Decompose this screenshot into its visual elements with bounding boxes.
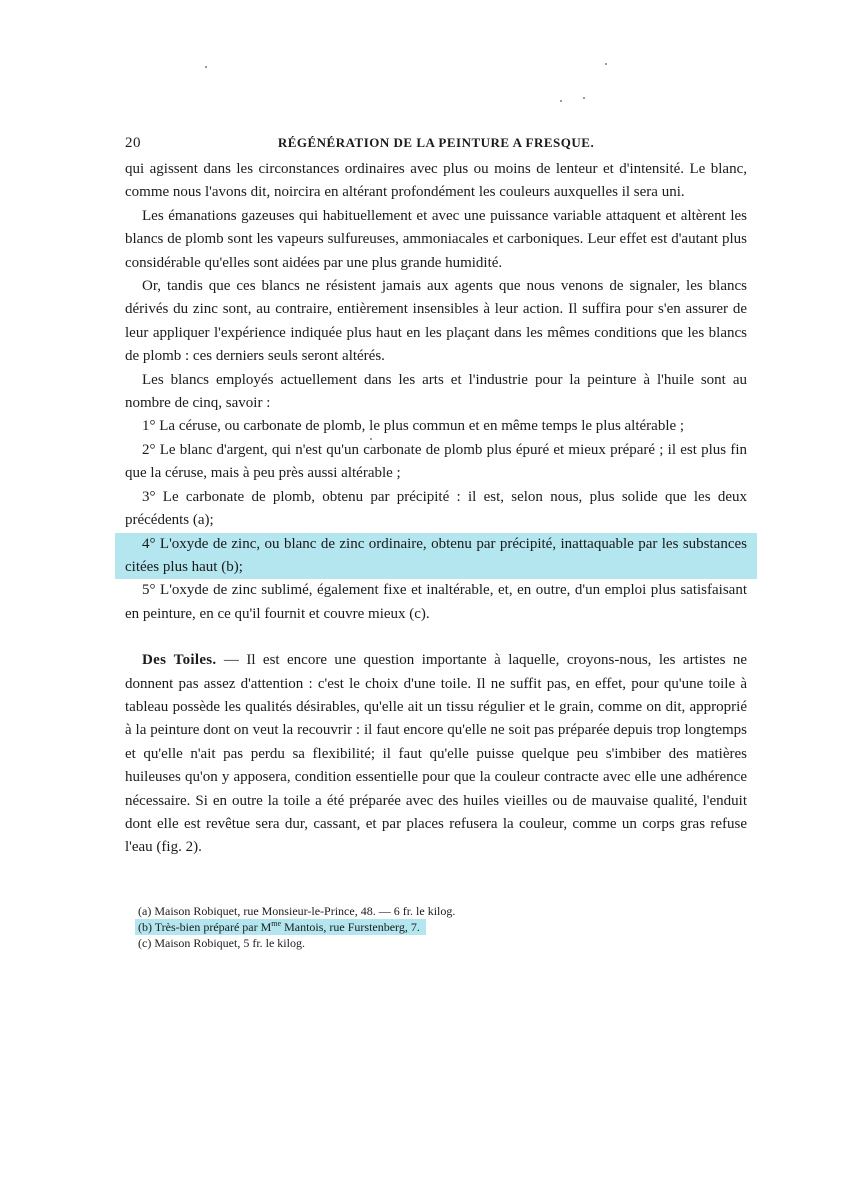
page-number: 20	[125, 135, 141, 151]
running-title: RÉGÉNÉRATION DE LA PEINTURE A FRESQUE.	[277, 135, 595, 150]
footnote-a: (a) Maison Robiquet, rue Monsieur-le-Prince, 48. — 6 fr. le kilog.	[138, 904, 456, 918]
paper-speck	[205, 66, 207, 68]
highlighted-list-item: 4° L'oxyde de zinc, ou blanc de zinc ordinaire, obtenu par précipité, inattaquable par les substances citées plus haut (b);	[115, 533, 757, 580]
list-item: 5° L'oxyde de zinc sublimé, également fixe et inaltérable, et, en outre, d'un emploi plus satisfaisant en peinture, en ce qu'il fournit et couvre mieux (c).	[125, 582, 747, 622]
footnote-c: (c) Maison Robiquet, 5 fr. le kilog.	[138, 936, 305, 950]
section-spacer	[125, 626, 747, 649]
footnote-b-superscript: me	[271, 919, 282, 928]
section-text: — Il est encore une question importante à laquelle, croyons-nous, les artistes ne donnent pas assez d'attention : c'est le choix d'une toile. Il ne suffit pas, en effet, pour qu'une toile à tableau possède les qualités désirables, qu'elle ait un tissu régulier et le grain, comme on dit, approprié à la peinture dont on veut la recouvrir : il faut encore qu'elle ne soit pas préparée depuis trop longtemps et qu'elle n'ait pas perdu sa flexibilité; il faut qu'elle puisse quelque peu s'imbiber des matières huileuses qu'on y apposera, condition essentielle pour que la couleur contracte avec elle une adhérence nécessaire. Si en outre la toile a été préparée avec des huiles vieilles ou de mauvaise qualité, l'enduit dont elle est revêtue sera dur, cassant, et par places refusera la couleur, comme un corps gras refuse l'eau (fig. 2).	[125, 652, 747, 856]
footnote-b	[138, 919, 738, 935]
body-text	[125, 158, 747, 860]
section-title: Des Toiles.	[142, 652, 217, 669]
section-paragraph	[125, 649, 747, 860]
paper-speck	[583, 97, 585, 99]
footnote-b-text-end: Mantois, rue Furstenberg, 7.	[281, 920, 420, 934]
paper-speck	[605, 63, 607, 65]
paragraph: Les émanations gazeuses qui habituellement et avec une puissance variable attaquent et altèrent les blancs de plomb sont les vapeurs sulfureuses, ammoniacales et carboniques. Leur effet est d'autant plus considérable qu'elles sont aidées par une plus grande humidité.	[125, 207, 747, 271]
paper-speck	[560, 100, 562, 102]
footnotes	[138, 903, 738, 951]
paragraph: qui agissent dans les circonstances ordinaires avec plus ou moins de lenteur et d'intensité. Le blanc, comme nous l'avons dit, noircira en altérant profondément les couleurs auxquelles il sera uni.	[125, 161, 747, 201]
running-header	[125, 133, 747, 155]
paragraph: Les blancs employés actuellement dans les arts et l'industrie pour la peinture à l'huile sont au nombre de cinq, savoir :	[125, 371, 747, 412]
paragraph: Or, tandis que ces blancs ne résistent jamais aux agents que nous venons de signaler, les blancs dérivés du zinc sont, au contraire, entièrement insensibles à leur action. Il suffira pour s'en assurer de leur appliquer l'expérience indiquée plus haut en les plaçant dans les mêmes conditions que les blancs de plomb : ces derniers seuls seront altérés.	[125, 278, 747, 365]
highlighted-footnote	[135, 919, 426, 935]
list-item: 2° Le blanc d'argent, qui n'est qu'un carbonate de plomb plus épuré et mieux préparé ; il est plus fin que la céruse, mais à peu près aussi altérable ;	[125, 441, 747, 482]
list-item: 1° La céruse, ou carbonate de plomb, le plus commun et en même temps le plus altérable ;	[142, 418, 685, 435]
footnote-b-text: (b) Très-bien préparé par M	[138, 920, 272, 934]
list-item: 3° Le carbonate de plomb, obtenu par précipité : il est, selon nous, plus solide que les deux précédents (a);	[125, 488, 747, 529]
